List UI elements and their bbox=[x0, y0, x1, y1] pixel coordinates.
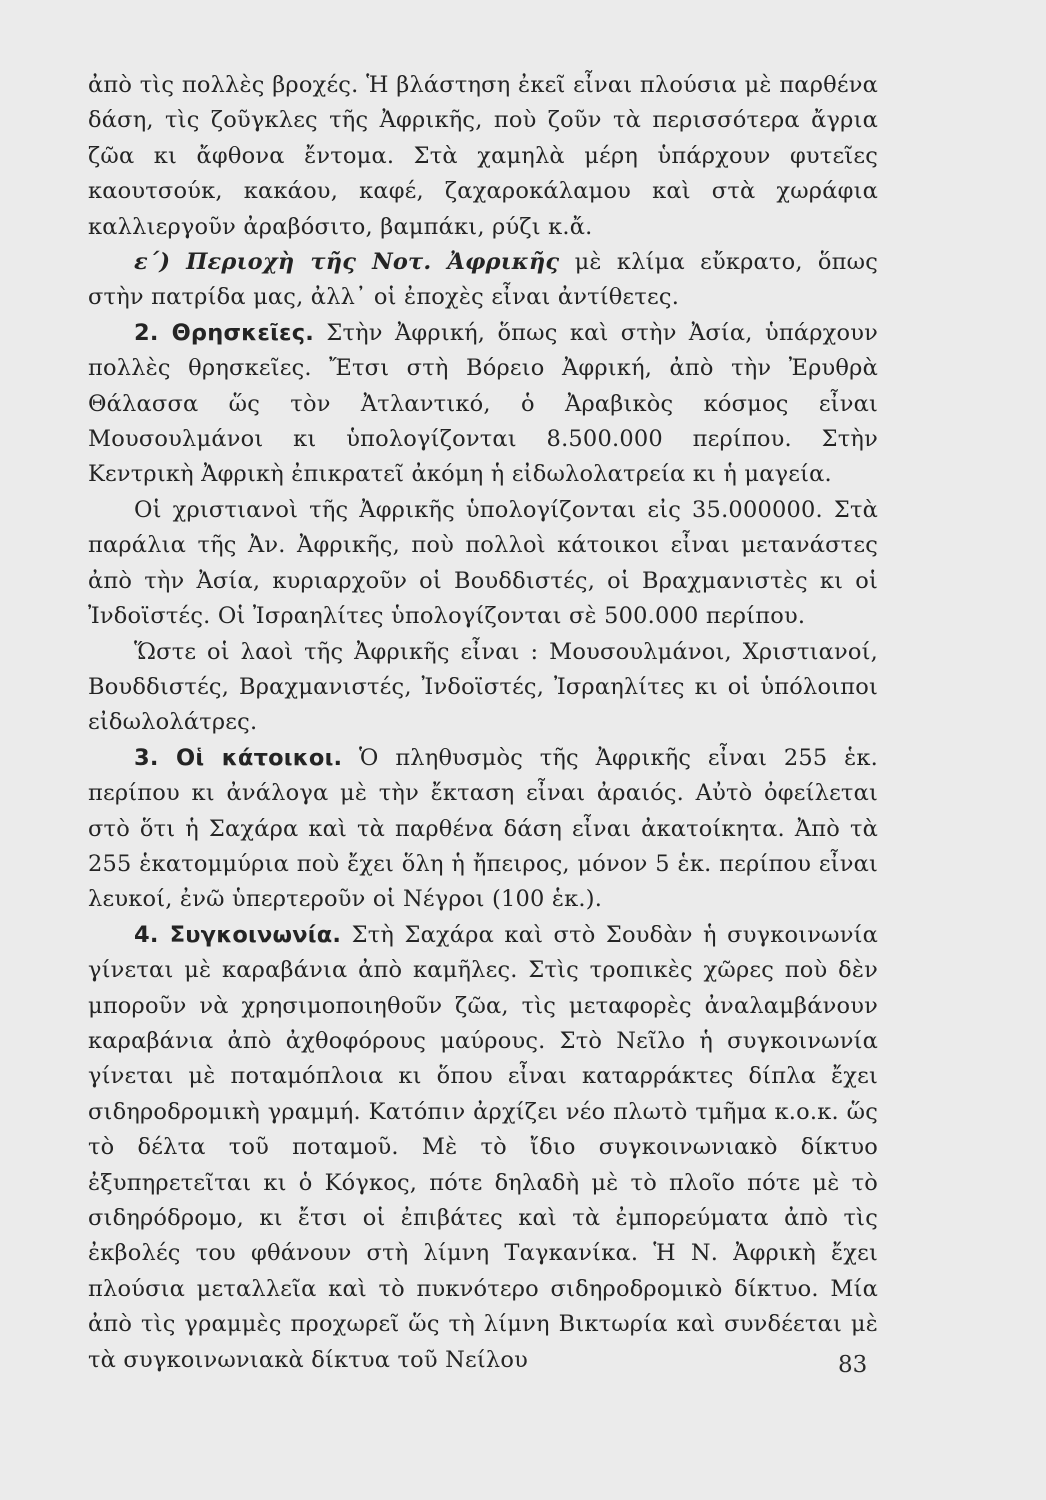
paragraph-text: Στὴ Σαχάρα καὶ στὸ Σουδὰν ἡ συγκοινωνία γίνεται μὲ καραβάνια ἀπὸ καμῆλες. Στὶς τροπικὲς χῶρες ποὺ δὲν μποροῦν νὰ χρησιμοποιηθοῦν ζῶα, τὶς μεταφορὲς ἀναλαμβάνουν καραβάνια ἀπὸ ἀχθοφόρους μαύρους. Στὸ Νεῖλο ἡ συγκοινωνία γίνεται μὲ ποταμόπλοια κι ὅπου εἶναι καταρράκτες δίπλα ἔχει σιδηροδρομικὴ γραμμή. Κατόπιν ἀρχίζει νέο πλωτὸ τμῆμα κ.ο.κ. ὥς τὸ δέλτα τοῦ ποταμοῦ. Μὲ τὸ ἴδιο συγκοινωνιακὸ δίκτυο ἐξυπηρετεῖται κι ὁ Κόγκος, πότε δηλαδὴ μὲ τὸ πλοῖο πότε μὲ τὸ σιδηρόδρομο, κι ἔτσι οἱ ἐπιβάτες καὶ τὰ ἐμπορεύματα ἀπὸ τὶς ἐκβολές του φθάνουν στὴ λίμνη Ταγκανίκα. Ἡ Ν. Ἀφρικὴ ἔχει πλούσια μεταλλεῖα καὶ τὸ πυκνότερο σιδηροδρομικὸ δίκτυο. Μία ἀπὸ τὶς γραμμὲς προχωρεῖ ὥς τὴ λίμνη Βικτωρία καὶ συνδέεται μὲ τὰ συγκοινωνιακὰ δίκτυα τοῦ Νείλου bbox=[88, 921, 878, 1373]
paragraph-text: Στὴν Ἀφρική, ὅπως καὶ στὴν Ἀσία, ὑπάρχουν πολλὲς θρησκεῖες. Ἔτσι στὴ Βόρειο Ἀφρική, ἀπὸ τὴν Ἐρυθρὰ Θάλασσα ὥς τὸν Ἀτλαντικό, ὁ Ἀραβικὸς κόσμος εἶναι Μουσουλμάνοι κι ὑπολογίζονται 8.500.000 περίπου. Στὴν Κεντρικὴ Ἀφρικὴ ἐπικρατεῖ ἀκόμη ἡ εἰδωλολατρεία κι ἡ μαγεία. bbox=[88, 319, 878, 488]
paragraph-text: μὲ κλίμα εὔκρατο, ὅπως στὴν πατρίδα μας, ἀλλ᾽ οἱ ἐποχὲς εἶναι ἀντίθετες. bbox=[88, 249, 878, 311]
paragraph-text: Ὁ πληθυσμὸς τῆς Ἀφρικῆς εἶναι 255 ἑκ. περίπου κι ἀνάλογα μὲ τὴν ἔκταση εἶναι ἀραιός. Αὐτὸ ὀφείλεται στὸ ὅτι ἡ Σαχάρα καὶ τὰ παρθένα δάση εἶναι ἀκατοίκητα. Ἀπὸ τὰ 255 ἑκατομμύρια ποὺ ἔχει ὅλη ἡ ἤπειρος, μόνον 5 ἑκ. περίπου εἶναι λευκοί, ἐνῶ ὑπερτεροῦν οἱ Νέγροι (100 ἑκ.). bbox=[88, 744, 878, 913]
paragraph-vegetation bbox=[88, 68, 878, 245]
section-heading: 2. Θρησκεῖες. bbox=[134, 319, 315, 346]
page-body bbox=[88, 68, 878, 1378]
paragraph-south-africa-region bbox=[88, 245, 878, 316]
paragraph-text: Οἱ χριστιανοὶ τῆς Ἀφρικῆς ὑπολογίζονται εἰς 35.000000. Στὰ παράλια τῆς Ἀν. Ἀφρικῆς, ποὺ πολλοὶ κάτοικοι εἶναι μετανάστες ἀπὸ τὴν Ἀσία, κυριαρχοῦν οἱ Βουδδιστές, οἱ Βραχμανιστὲς κι οἱ Ἰνδοϊστές. Οἱ Ἰσραηλίτες ὑπολογίζονται σὲ 500.000 περίπου. bbox=[88, 496, 878, 630]
section-heading: 4. Συγκοινωνία. bbox=[134, 921, 342, 948]
paragraph-christians bbox=[88, 493, 878, 635]
paragraph-transport bbox=[88, 918, 878, 1378]
page-number: 83 bbox=[838, 1352, 868, 1378]
paragraph-inhabitants bbox=[88, 741, 878, 918]
paragraph-religions bbox=[88, 316, 878, 493]
section-heading: ε´) Περιοχὴ τῆς Νοτ. Ἀφρικῆς bbox=[134, 249, 560, 276]
paragraph-peoples-summary bbox=[88, 635, 878, 741]
section-heading: 3. Οἱ κάτοικοι. bbox=[134, 744, 343, 771]
paragraph-text: ἀπὸ τὶς πολλὲς βροχές. Ἡ βλάστηση ἐκεῖ εἶναι πλούσια μὲ παρθένα δάση, τὶς ζοῦγκλες τῆς Ἀφρικῆς, ποὺ ζοῦν τὰ περισσότερα ἄγρια ζῶα κι ἄφθονα ἔντομα. Στὰ χαμηλὰ μέρη ὑπάρχουν φυτεῖες καουτσούκ, κακάου, καφέ, ζαχαροκάλαμου καὶ στὰ χωράφια καλλιεργοῦν ἀραβόσιτο, βαμπάκι, ρύζι κ.ἄ. bbox=[88, 72, 878, 240]
paragraph-text: Ὥστε οἱ λαοὶ τῆς Ἀφρικῆς εἶναι : Μουσουλμάνοι, Χριστιανοί, Βουδδιστές, Βραχμανιστές, Ἰνδοϊστές, Ἰσραηλίτες κι οἱ ὑπόλοιποι εἰδωλολάτρες. bbox=[88, 638, 878, 736]
